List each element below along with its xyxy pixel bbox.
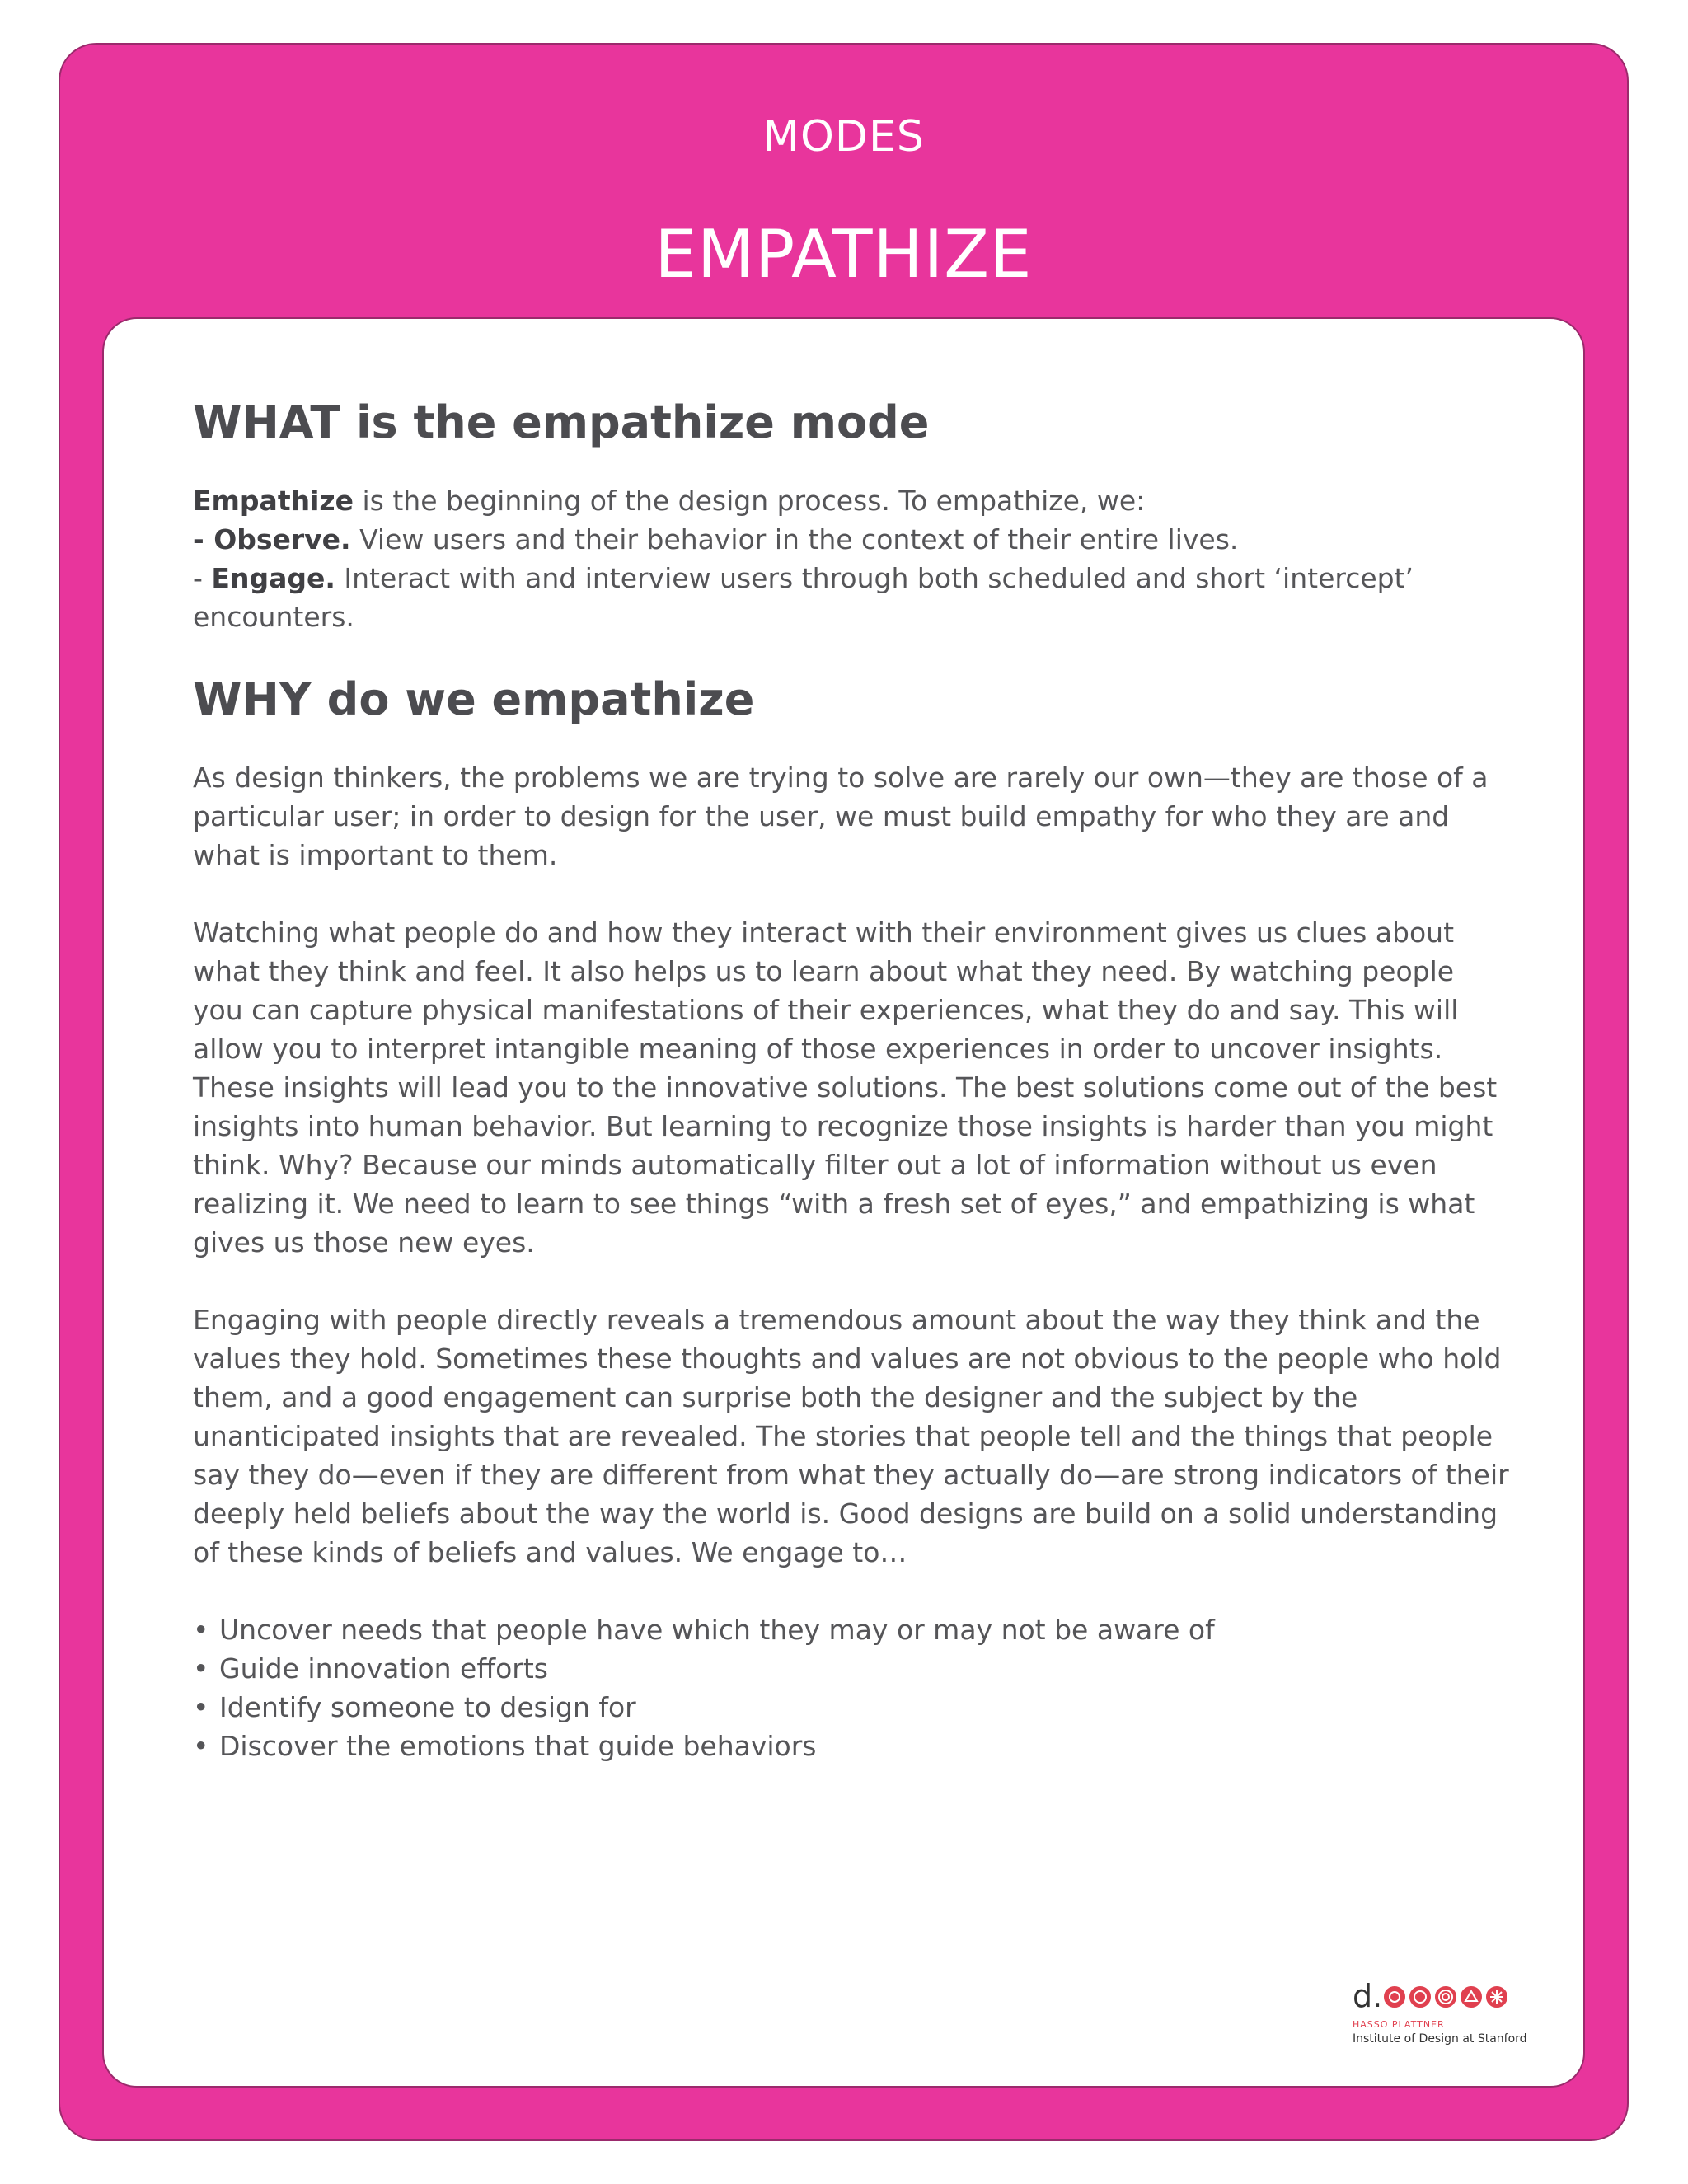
modes-label: MODES bbox=[762, 112, 925, 162]
list-item: • Guide innovation efforts bbox=[193, 1649, 1512, 1688]
bullet-icon: • bbox=[193, 1614, 209, 1646]
what-definition bbox=[193, 481, 1512, 636]
logo-institute-name: Institute of Design at Stanford bbox=[1353, 2032, 1527, 2046]
why-heading: WHY do we empathize bbox=[193, 673, 755, 725]
why-paragraph-1: As design thinkers, the problems we are trying to solve are rarely our own—they are those of a particular user; in order to design for the user, we must build empathy for who they are and what is important to them. bbox=[193, 762, 1489, 871]
mode-circles-icon bbox=[1382, 1983, 1511, 2011]
engage-goals-list bbox=[193, 1610, 1512, 1765]
logo-mark: d. bbox=[1353, 1978, 1383, 2014]
list-item: • Discover the emotions that guide behaviors bbox=[193, 1727, 1512, 1765]
empathize-term: Empathize bbox=[193, 485, 354, 517]
why-paragraph-3: Engaging with people directly reveals a tremendous amount about the way they think and the values they hold. Sometimes these thoughts and values are not obvious to the people who hold them, and a good engagement can surprise both the designer and the subject by the unanticipated insights that are revealed. The stories that people tell and the things that people say they do—even if they are different from what they actually do—are strong indicators of their deeply held beliefs about the way the world is. Good designs are build on a solid understanding of these kinds of beliefs and values. We engage to… bbox=[193, 1304, 1509, 1568]
observe-text: View users and their behavior in the context of their entire lives. bbox=[350, 523, 1239, 555]
observe-term: Observe. bbox=[213, 523, 351, 555]
bullet-icon: • bbox=[193, 1730, 209, 1762]
observe-prefix: - bbox=[193, 523, 214, 555]
engage-text: Interact with and interview users through both scheduled and short ‘intercept’ encounters. bbox=[193, 562, 1414, 633]
list-item: • Uncover needs that people have which they may or may not be aware of bbox=[193, 1610, 1512, 1649]
list-item: • Identify someone to design for bbox=[193, 1688, 1512, 1727]
dschool-logo bbox=[1353, 1978, 1534, 2052]
why-paragraph-2: Watching what people do and how they interact with their environment gives us clues about what they think and feel. It also helps us to learn about what they need. By watching people you can capture physical manifestations of their experiences, what they do and say. This will allow you to interpret intangible meaning of those experiences in order to uncover insights. These insights will lead you to the innovative solutions. The best solutions come out of the best insights into human behavior. But learning to recognize those insights is harder than you might think. Why? Because our minds automatically filter out a lot of information without us even realizing it. We need to learn to see things “with a fresh set of eyes,” and empathizing is what gives us those new eyes. bbox=[193, 916, 1498, 1258]
content-body bbox=[193, 396, 1512, 1765]
intro-text: is the beginning of the design process. To empathize, we: bbox=[354, 485, 1146, 517]
mode-title: EMPATHIZE bbox=[654, 216, 1033, 293]
bullet-icon: • bbox=[193, 1691, 209, 1723]
engage-term: Engage. bbox=[211, 562, 335, 594]
logo-hasso-plattner: HASSO PLATTNER bbox=[1353, 2019, 1445, 2030]
engage-prefix: - bbox=[193, 562, 212, 594]
bullet-icon: • bbox=[193, 1652, 209, 1685]
what-heading: WHAT is the empathize mode bbox=[193, 396, 930, 448]
